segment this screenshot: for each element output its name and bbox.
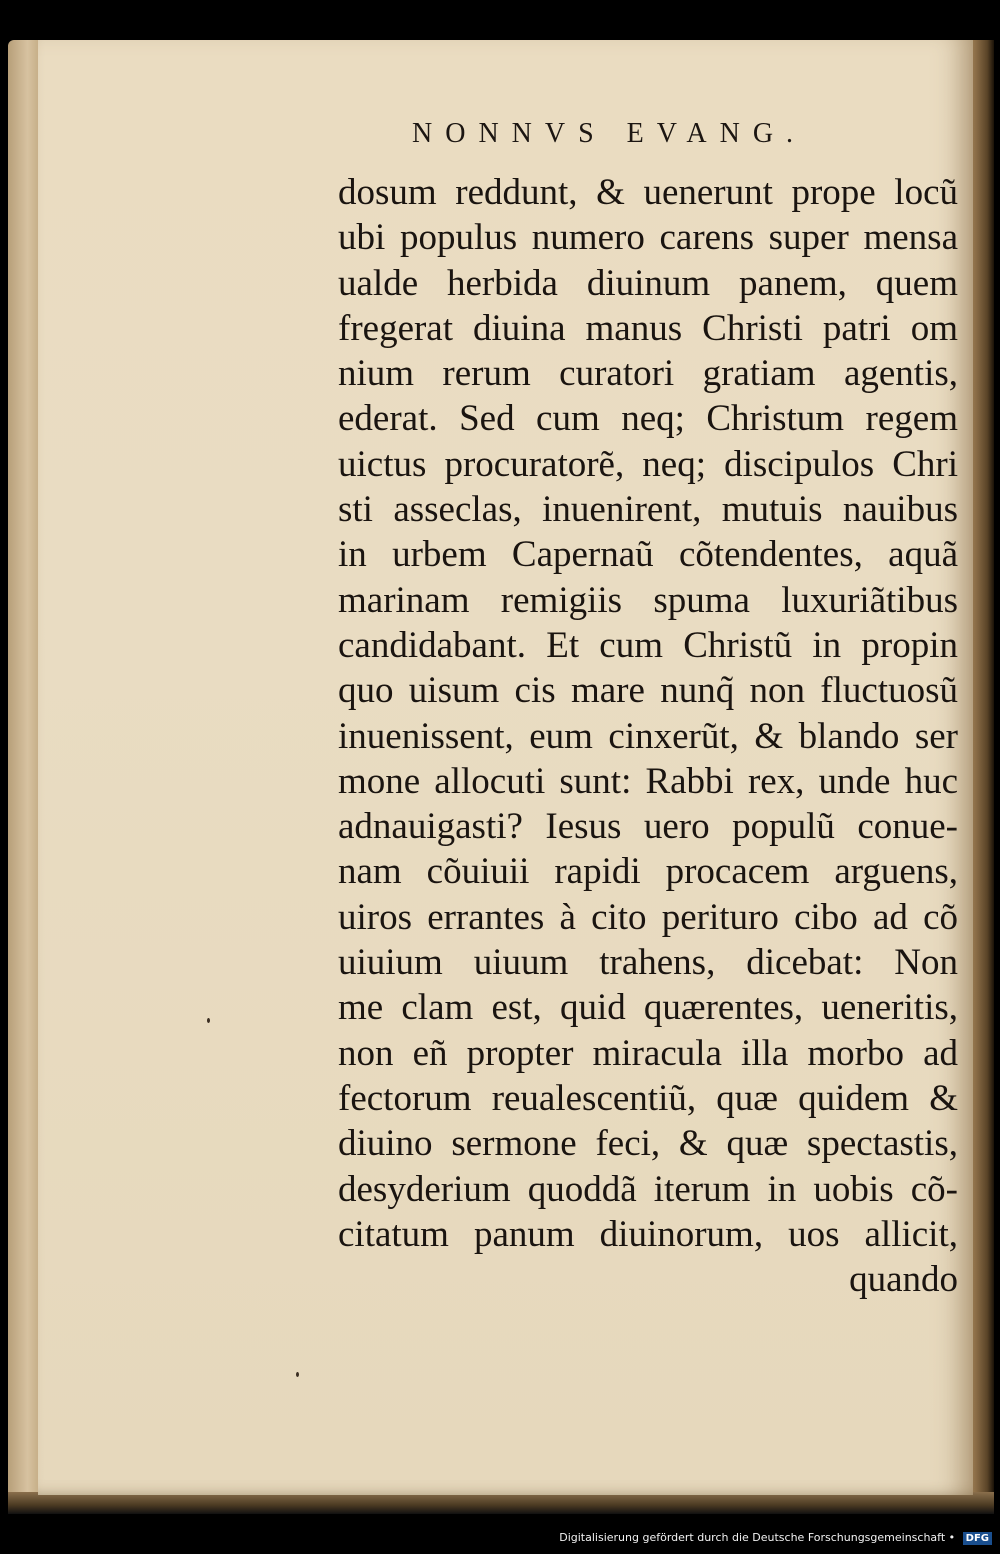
text-line: uiuium uiuum trahens, dicebat: Non bbox=[338, 942, 958, 984]
text-line: uictus procuratorẽ, neq; discipulos Chri bbox=[338, 443, 958, 485]
text-line: desyderium quoddã iterum in uobis cõ- bbox=[338, 1168, 958, 1210]
text-line: nium rerum curatori gratiam agentis, bbox=[338, 353, 958, 395]
text-line: non eñ propter miracula illa morbo ad bbox=[338, 1032, 958, 1074]
catchword: quando bbox=[849, 1259, 958, 1301]
text-line: sti asseclas, inuenirent, mutuis nauibus bbox=[338, 489, 958, 531]
text-line: fregerat diuina manus Christi patri om bbox=[338, 307, 958, 349]
paper-speck bbox=[207, 1018, 210, 1023]
text-line: ualde herbida diuinum panem, quem bbox=[338, 262, 958, 304]
dfg-logo[interactable]: DFG bbox=[963, 1532, 992, 1545]
text-line: quo uisum cis mare nunq̃ non fluctuosũ bbox=[338, 670, 958, 712]
text-line: ederat. Sed cum neq; Christum regem bbox=[338, 398, 958, 440]
text-line: inuenissent, eum cinxerũt, & blando ser bbox=[338, 715, 958, 757]
text-line: adnauigasti? Iesus uero populũ conue- bbox=[338, 806, 958, 848]
text-line: nam cõuiuii rapidi procacem arguens, bbox=[338, 851, 958, 893]
text-line: marinam remigiis spuma luxuriãtibus bbox=[338, 579, 958, 621]
text-line: me clam est, quid quærentes, ueneritis, bbox=[338, 987, 958, 1029]
text-line: mone allocuti sunt: Rabbi rex, unde huc bbox=[338, 760, 958, 802]
text-line: fectorum reualescentiũ, quæ quidem & bbox=[338, 1077, 958, 1119]
text-line: candidabant. Et cum Christũ in propin bbox=[338, 624, 958, 666]
text-line: dosum reddunt, & uenerunt prope locũ bbox=[338, 172, 958, 213]
text-line: ubi populus numero carens super mensa bbox=[338, 217, 958, 259]
body-text bbox=[338, 170, 958, 1302]
credit-text: Digitalisierung gefördert durch die Deutsche Forschungsgemeinschaft • bbox=[559, 1531, 956, 1544]
book-bottom-edge bbox=[8, 1492, 994, 1514]
text-line: citatum panum diuinorum, uos allicit, bbox=[338, 1213, 958, 1255]
text-line: diuino sermone feci, & quæ spectastis, bbox=[338, 1123, 958, 1165]
paper-speck bbox=[296, 1372, 299, 1377]
running-head: NONNVS EVANG. bbox=[412, 118, 807, 149]
digitization-credit bbox=[0, 1531, 992, 1545]
text-line: in urbem Capernaũ cõtendentes, aquã bbox=[338, 534, 958, 576]
text-line: uiros errantes à cito perituro cibo ad cõ bbox=[338, 896, 958, 938]
